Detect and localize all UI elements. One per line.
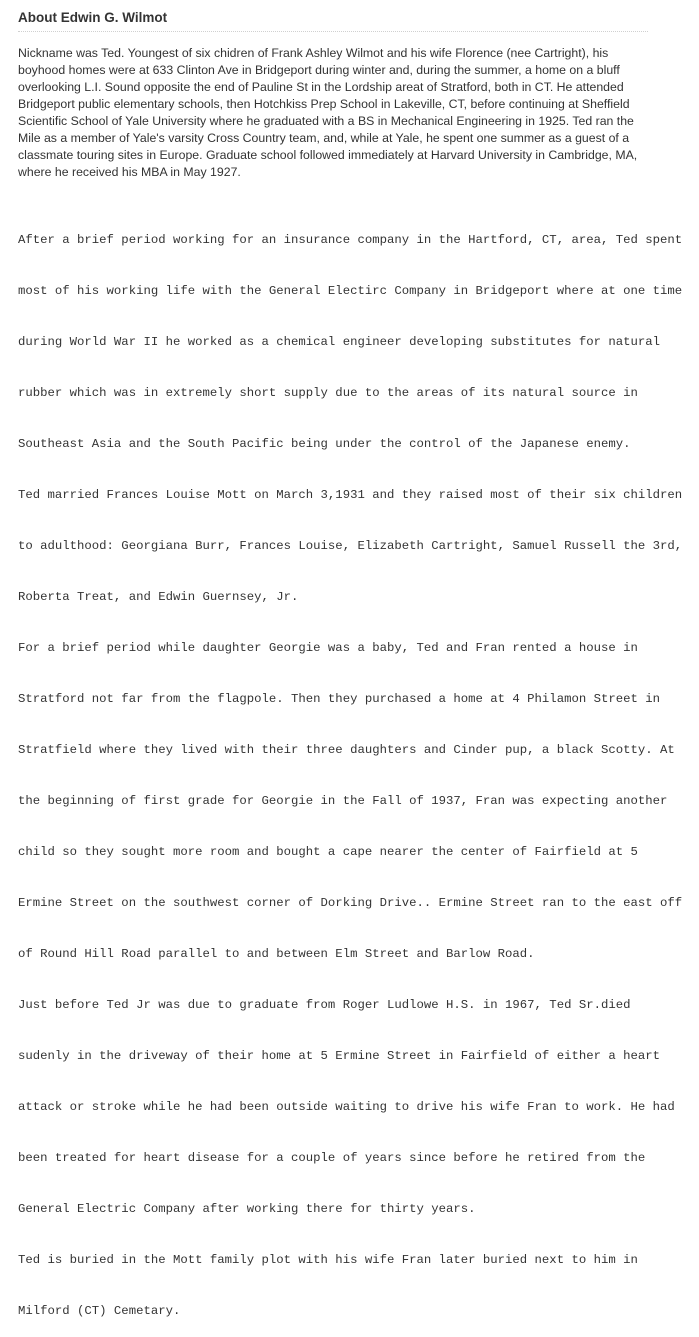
body-line: Ermine Street on the southwest corner of Dorking Drive.. Ermine Street ran to the east off xyxy=(18,896,683,910)
body-line: to adulthood: Georgiana Burr, Frances Louise, Elizabeth Cartright, Samuel Russell the 3rd, xyxy=(18,539,683,553)
body-line: the beginning of first grade for Georgie in the Fall of 1937, Fran was expecting another xyxy=(18,794,668,808)
body-line: of Round Hill Road parallel to and between Elm Street and Barlow Road. xyxy=(18,947,535,961)
intro-line: boyhood homes were at 633 Clinton Ave in Bridgeport during winter and, during the summer, a home on a bluff xyxy=(18,63,620,77)
body-line: Ted is buried in the Mott family plot with his wife Fran later buried next to him in xyxy=(18,1253,638,1267)
body-line: sudenly in the driveway of their home at 5 Ermine Street in Fairfield of either a heart xyxy=(18,1049,661,1063)
body-line: Stratfield where they lived with their three daughters and Cinder pup, a black Scotty. At xyxy=(18,743,675,757)
body-line: been treated for heart disease for a couple of years since before he retired from the xyxy=(18,1151,646,1165)
body-line: Just before Ted Jr was due to graduate from Roger Ludlowe H.S. in 1967, Ted Sr.died xyxy=(18,998,631,1012)
body-line: After a brief period working for an insurance company in the Hartford, CT, area, Ted spent xyxy=(18,233,683,247)
intro-line: Mile as a member of Yale's varsity Cross Country team, and, while at Yale, he spent one summer as a guest of a xyxy=(18,131,630,145)
intro-paragraph xyxy=(18,45,658,181)
intro-line: Scientific School of Yale University where he graduated with a BS in Mechanical Engineering in 1925. Ted ran the xyxy=(18,114,634,128)
intro-line: overlooking L.I. Sound opposite the end of Pauline St in the Lordship areat of Stratford, both in CT. He attended xyxy=(18,80,624,94)
biography-preformatted-text xyxy=(18,198,688,1337)
section-title: About Edwin G. Wilmot xyxy=(18,10,168,25)
body-line: attack or stroke while he had been outside waiting to drive his wife Fran to work. He had xyxy=(18,1100,675,1114)
intro-line: Nickname was Ted. Youngest of six chidren of Frank Ashley Wilmot and his wife Florence (nee Cartright), his xyxy=(18,46,609,60)
body-line: For a brief period while daughter Georgie was a baby, Ted and Fran rented a house in xyxy=(18,641,638,655)
intro-line: classmate touring sites in Europe. Graduate school followed immediately at Harvard University in Cambridge, MA, xyxy=(18,148,638,162)
body-line: rubber which was in extremely short supply due to the areas of its natural source in xyxy=(18,386,638,400)
body-line: Roberta Treat, and Edwin Guernsey, Jr. xyxy=(18,590,299,604)
body-line: General Electric Company after working there for thirty years. xyxy=(18,1202,476,1216)
intro-line: Bridgeport public elementary schools, then Hotchkiss Prep School in Lakeville, CT, before continuing at Sheffield xyxy=(18,97,630,111)
body-line: during World War II he worked as a chemical engineer developing substitutes for natural xyxy=(18,335,661,349)
body-line: Stratford not far from the flagpole. Then they purchased a home at 4 Philamon Street in xyxy=(18,692,661,706)
body-line: most of his working life with the General Electirc Company in Bridgeport where at one time xyxy=(18,284,683,298)
body-line: child so they sought more room and bought a cape nearer the center of Fairfield at 5 xyxy=(18,845,638,859)
body-line: Milford (CT) Cemetary. xyxy=(18,1304,181,1318)
body-line: Southeast Asia and the South Pacific being under the control of the Japanese enemy. xyxy=(18,437,631,451)
title-divider xyxy=(18,31,648,32)
intro-line: where he received his MBA in May 1927. xyxy=(18,165,241,179)
body-line: Ted married Frances Louise Mott on March 3,1931 and they raised most of their six children xyxy=(18,488,683,502)
